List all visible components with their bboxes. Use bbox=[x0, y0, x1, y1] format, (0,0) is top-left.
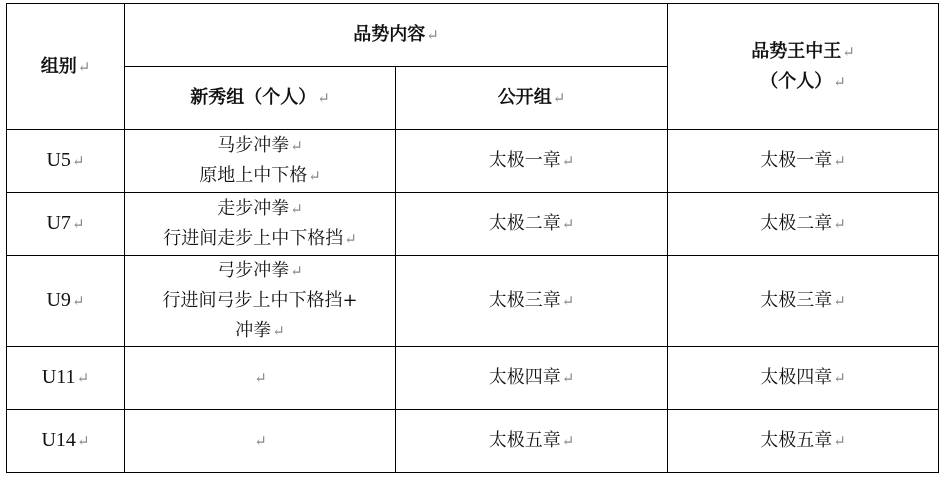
header-content: 品势内容↵ bbox=[125, 4, 668, 67]
row-group-cell: U5↵ bbox=[7, 130, 125, 193]
table-row bbox=[7, 347, 939, 410]
row-king-cell: 太极二章↵ bbox=[668, 193, 939, 256]
row-group-cell: U11↵ bbox=[7, 347, 125, 410]
row-open-cell: 太极二章↵ bbox=[396, 193, 668, 256]
row-rookie-cell: 走步冲拳↵ 行进间走步上中下格挡↵ bbox=[125, 193, 396, 256]
row-open-cell: 太极四章↵ bbox=[396, 347, 668, 410]
row-king-cell: 太极三章↵ bbox=[668, 256, 939, 347]
header-rookie: 新秀组（个人）↵ bbox=[125, 67, 396, 130]
row-open-cell: 太极三章↵ bbox=[396, 256, 668, 347]
row-king-cell: 太极一章↵ bbox=[668, 130, 939, 193]
row-king-cell: 太极四章↵ bbox=[668, 347, 939, 410]
competition-table bbox=[6, 3, 939, 473]
row-king-cell: 太极五章↵ bbox=[668, 410, 939, 473]
header-open: 公开组↵ bbox=[396, 67, 668, 130]
header-group: 组别↵ bbox=[7, 4, 125, 130]
header-king: 品势王中王↵ （个人）↵ bbox=[668, 4, 939, 130]
row-rookie-cell: 马步冲拳↵ 原地上中下格↵ bbox=[125, 130, 396, 193]
row-rookie-cell: ↵ bbox=[125, 347, 396, 410]
header-row-1 bbox=[7, 4, 939, 67]
table-row bbox=[7, 410, 939, 473]
table-row bbox=[7, 193, 939, 256]
table-row bbox=[7, 130, 939, 193]
table-row bbox=[7, 256, 939, 347]
row-rookie-cell: 弓步冲拳↵ 行进间弓步上中下格挡+ 冲拳↵ bbox=[125, 256, 396, 347]
row-group-cell: U9↵ bbox=[7, 256, 125, 347]
row-open-cell: 太极一章↵ bbox=[396, 130, 668, 193]
row-rookie-cell: ↵ bbox=[125, 410, 396, 473]
row-group-cell: U14↵ bbox=[7, 410, 125, 473]
row-group-cell: U7↵ bbox=[7, 193, 125, 256]
row-open-cell: 太极五章↵ bbox=[396, 410, 668, 473]
